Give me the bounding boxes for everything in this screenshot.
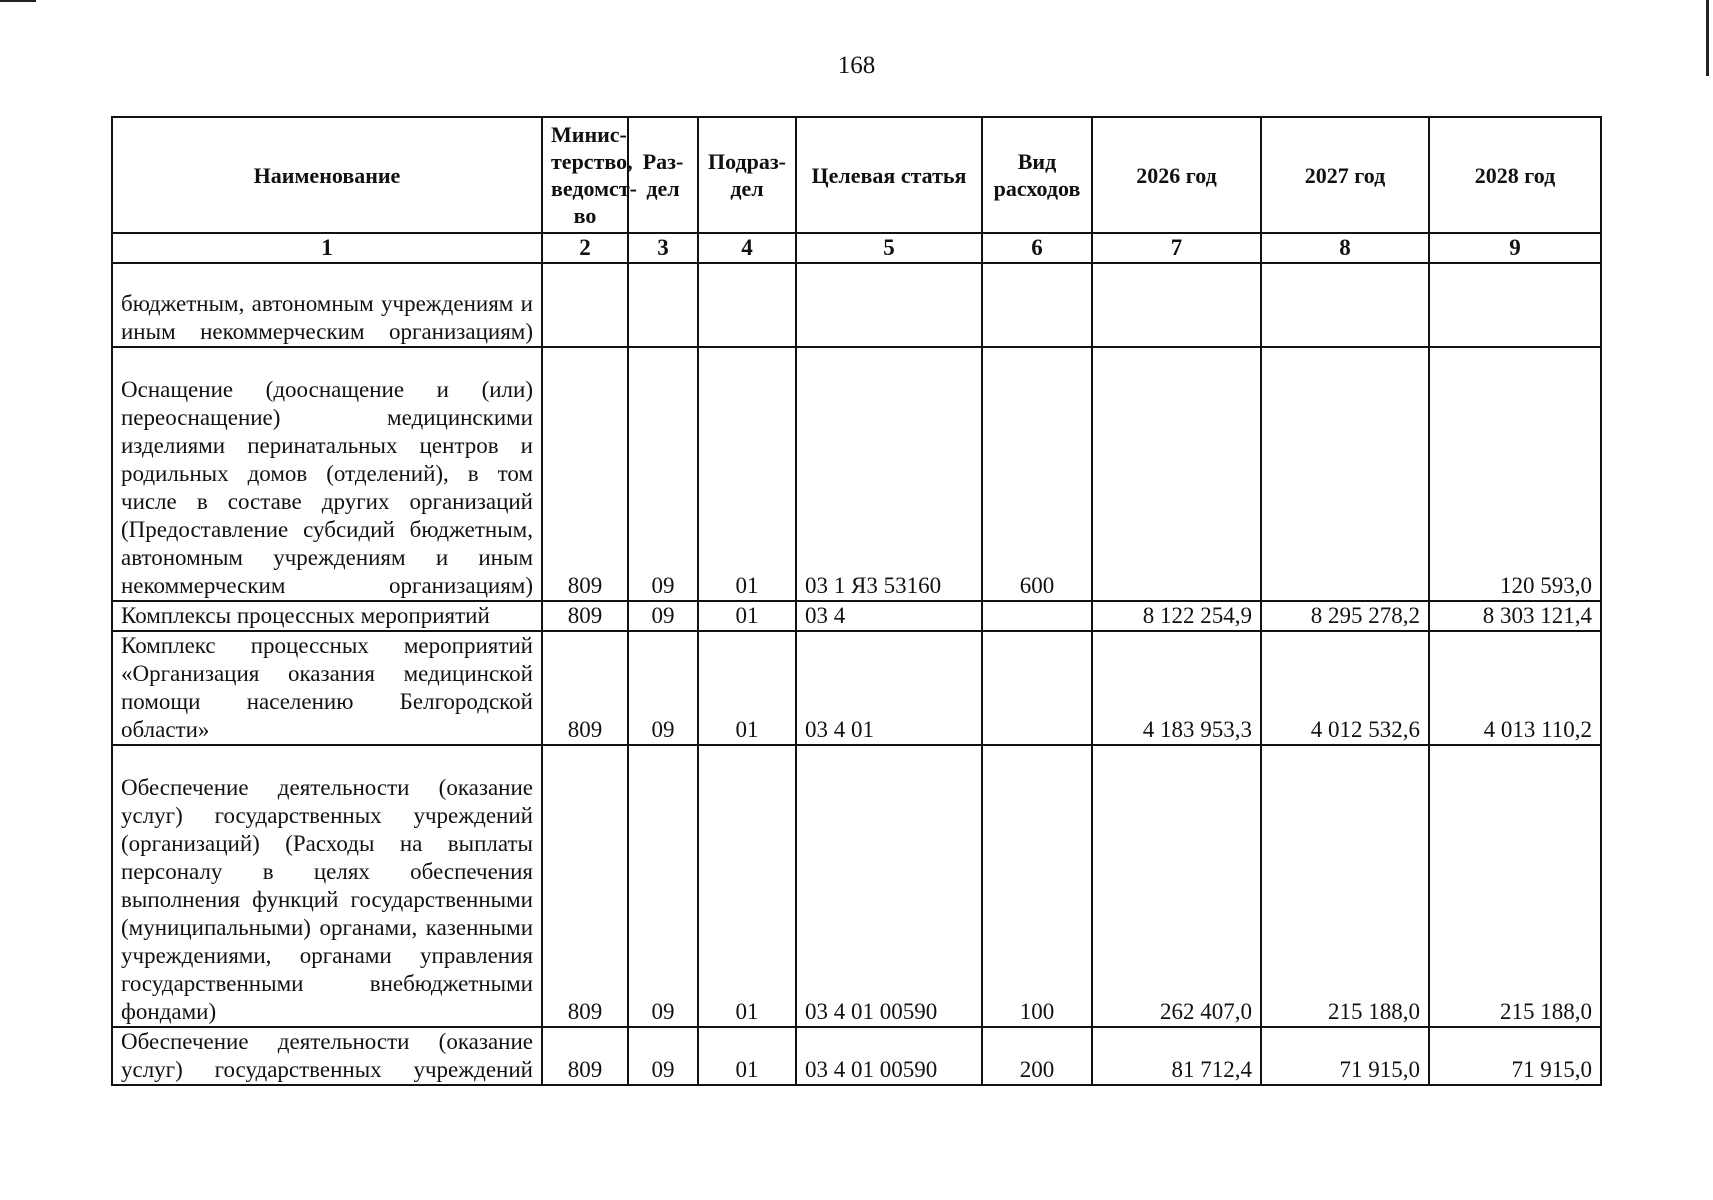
row-ministry: 809	[542, 601, 628, 631]
row-subsection: 01	[698, 1027, 796, 1085]
row-subsection: 01	[698, 601, 796, 631]
header-expense-type: Вид расходов	[982, 117, 1092, 233]
table-row	[112, 1027, 1601, 1085]
row-name: Обеспечение деятельности (оказание услуг) государственных учреждений	[112, 1027, 542, 1085]
column-number: 6	[982, 233, 1092, 263]
row-name: Комплекс процессных мероприятий «Организация оказания медицинской помощи населению Белгородской области»	[112, 631, 542, 745]
header-2028: 2028 год	[1429, 117, 1601, 233]
column-number: 7	[1092, 233, 1261, 263]
row-ministry	[542, 263, 628, 347]
row-2026	[1092, 347, 1261, 601]
row-expense-type	[982, 631, 1092, 745]
header-target: Целевая статья	[796, 117, 982, 233]
column-number: 5	[796, 233, 982, 263]
budget-table	[111, 116, 1602, 1086]
table-row	[112, 745, 1601, 1027]
row-expense-type: 200	[982, 1027, 1092, 1085]
column-number: 8	[1261, 233, 1429, 263]
row-ministry: 809	[542, 745, 628, 1027]
table-row	[112, 263, 1601, 347]
row-name: Обеспечение деятельности (оказание услуг) государственных учреждений (организаций) (Расходы на выплаты персоналу в целях обеспечения выполнения функций государственными (муниципальными) органами, казенными учреждениями, органами управления государственными внебюджетными фондами)	[112, 745, 542, 1027]
row-2027: 4 012 532,6	[1261, 631, 1429, 745]
page-number: 168	[837, 52, 876, 79]
row-2027	[1261, 263, 1429, 347]
row-section: 09	[628, 745, 698, 1027]
row-target: 03 4 01 00590	[796, 1027, 982, 1085]
row-2027	[1261, 347, 1429, 601]
table-row	[112, 631, 1601, 745]
column-number: 9	[1429, 233, 1601, 263]
row-target: 03 4 01	[796, 631, 982, 745]
table-row	[112, 347, 1601, 601]
header-2027: 2027 год	[1261, 117, 1429, 233]
row-ministry: 809	[542, 347, 628, 601]
header-subsection: Подраз-дел	[698, 117, 796, 233]
row-expense-type: 100	[982, 745, 1092, 1027]
column-number: 2	[542, 233, 628, 263]
row-2026: 8 122 254,9	[1092, 601, 1261, 631]
row-expense-type	[982, 601, 1092, 631]
row-subsection: 01	[698, 347, 796, 601]
row-2026: 262 407,0	[1092, 745, 1261, 1027]
header-name: Наименование	[112, 117, 542, 233]
row-section: 09	[628, 347, 698, 601]
column-number: 1	[112, 233, 542, 263]
header-2026: 2026 год	[1092, 117, 1261, 233]
row-2027: 71 915,0	[1261, 1027, 1429, 1085]
row-name: Оснащение (дооснащение и (или) переоснащение) медицинскими изделиями перинатальных центров и родильных домов (отделений), в том числе в составе других организаций (Предоставление субсидий бюджетным, автономным учреждениям и иным некоммерческим организациям)	[112, 347, 542, 601]
row-ministry: 809	[542, 631, 628, 745]
row-target: 03 4 01 00590	[796, 745, 982, 1027]
scan-corner-mark	[0, 0, 36, 2]
row-target: 03 4	[796, 601, 982, 631]
row-2028: 4 013 110,2	[1429, 631, 1601, 745]
row-section	[628, 263, 698, 347]
row-subsection: 01	[698, 745, 796, 1027]
table-row	[112, 601, 1601, 631]
header-section: Раз-дел	[628, 117, 698, 233]
row-section: 09	[628, 601, 698, 631]
row-name: Комплексы процессных мероприятий	[112, 601, 542, 631]
column-number: 4	[698, 233, 796, 263]
row-expense-type: 600	[982, 347, 1092, 601]
row-2028: 120 593,0	[1429, 347, 1601, 601]
header-ministry: Минис-терство, ведомст-во	[542, 117, 628, 233]
row-2028	[1429, 263, 1601, 347]
row-2027: 215 188,0	[1261, 745, 1429, 1027]
row-subsection: 01	[698, 631, 796, 745]
row-2026: 81 712,4	[1092, 1027, 1261, 1085]
row-2026	[1092, 263, 1261, 347]
table-header-row	[112, 117, 1601, 233]
row-2027: 8 295 278,2	[1261, 601, 1429, 631]
column-number: 3	[628, 233, 698, 263]
row-section: 09	[628, 1027, 698, 1085]
row-section: 09	[628, 631, 698, 745]
row-name: бюджетным, автономным учреждениям и иным некоммерческим организациям)	[112, 263, 542, 347]
row-2028: 8 303 121,4	[1429, 601, 1601, 631]
column-number-row	[112, 233, 1601, 263]
row-target: 03 1 Я3 53160	[796, 347, 982, 601]
row-2026: 4 183 953,3	[1092, 631, 1261, 745]
row-ministry: 809	[542, 1027, 628, 1085]
row-target	[796, 263, 982, 347]
row-expense-type	[982, 263, 1092, 347]
row-subsection	[698, 263, 796, 347]
row-2028: 71 915,0	[1429, 1027, 1601, 1085]
row-2028: 215 188,0	[1429, 745, 1601, 1027]
